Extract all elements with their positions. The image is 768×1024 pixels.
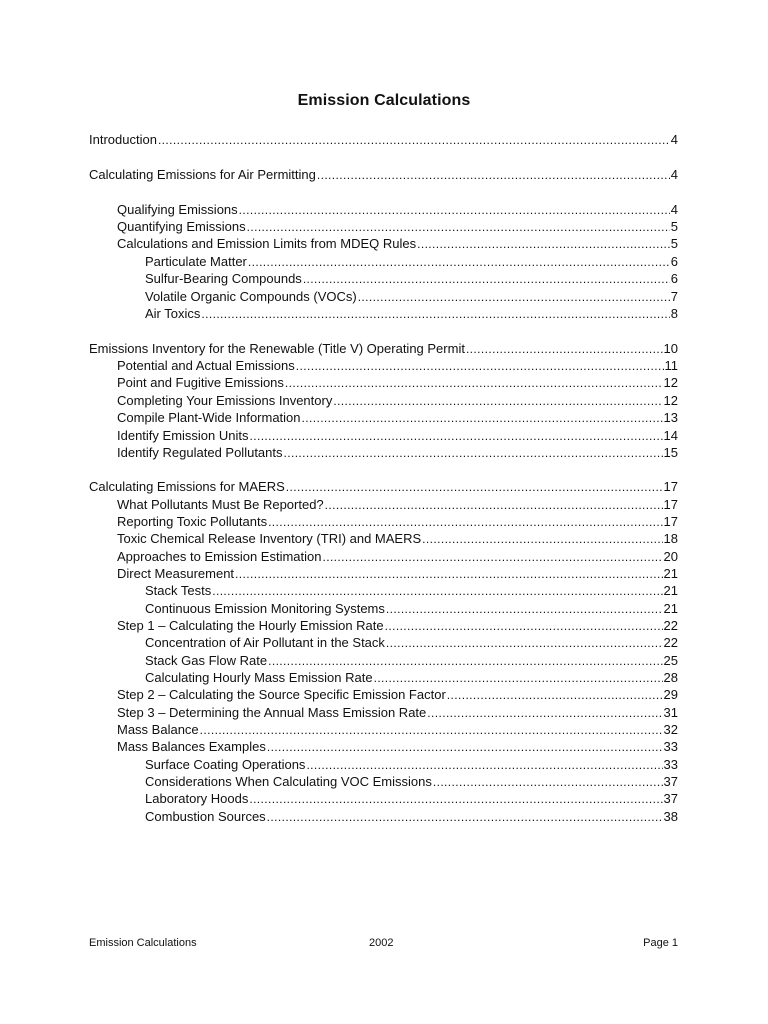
toc-entry-label: Reporting Toxic Pollutants xyxy=(117,514,268,529)
toc-entry xyxy=(117,565,678,582)
toc-entry-label: Particulate Matter xyxy=(145,254,247,269)
toc-dot-leader xyxy=(333,393,662,409)
toc-dot-leader xyxy=(158,132,670,148)
toc-entry xyxy=(145,773,678,790)
toc-entry-page-number: 21 xyxy=(663,583,678,598)
toc-dot-leader xyxy=(235,566,662,582)
toc-entry-page-number: 5 xyxy=(670,236,678,251)
toc-entry xyxy=(145,582,678,599)
toc-entry-page-number: 32 xyxy=(663,722,678,737)
toc-entry-label: Emissions Inventory for the Renewable (Title V) Operating Permit xyxy=(89,341,465,356)
toc-entry-page-number: 17 xyxy=(663,479,678,494)
toc-entry-label: Completing Your Emissions Inventory xyxy=(117,393,333,408)
toc-entry-label: Calculating Hourly Mass Emission Rate xyxy=(145,670,373,685)
toc-dot-leader xyxy=(250,428,663,444)
toc-entry-label: Toxic Chemical Release Inventory (TRI) and MAERS xyxy=(117,531,422,546)
toc-dot-leader xyxy=(247,219,670,235)
toc-entry xyxy=(145,652,678,669)
toc-entry-page-number: 18 xyxy=(663,531,678,546)
toc-entry-label: Qualifying Emissions xyxy=(117,202,238,217)
toc-entry-label: What Pollutants Must Be Reported? xyxy=(117,497,324,512)
toc-dot-leader xyxy=(306,757,662,773)
toc-dot-leader xyxy=(249,791,662,807)
toc-entry-label: Step 3 – Determining the Annual Mass Emission Rate xyxy=(117,705,427,720)
toc-entry xyxy=(117,513,678,530)
toc-entry xyxy=(117,704,678,721)
toc-entry-page-number: 12 xyxy=(663,393,678,408)
toc-entry-page-number: 4 xyxy=(670,202,678,217)
toc-dot-leader xyxy=(248,254,670,270)
toc-entry-page-number: 17 xyxy=(663,497,678,512)
footer-year: 2002 xyxy=(369,937,394,949)
toc-dot-leader xyxy=(302,410,663,426)
toc-entry xyxy=(145,270,678,287)
footer-page-number: Page 1 xyxy=(643,937,678,949)
toc-entry xyxy=(117,617,678,634)
toc-entry xyxy=(145,669,678,686)
toc-entry xyxy=(117,409,678,426)
toc-entry-page-number: 15 xyxy=(663,445,678,460)
toc-entry xyxy=(117,686,678,703)
toc-entry xyxy=(117,444,678,461)
toc-entry-page-number: 20 xyxy=(663,549,678,564)
toc-entry-page-number: 22 xyxy=(663,618,678,633)
toc-entry-page-number: 10 xyxy=(663,341,678,356)
toc-entry-page-number: 7 xyxy=(670,289,678,304)
toc-entry-page-number: 17 xyxy=(663,514,678,529)
toc-entry xyxy=(117,548,678,565)
toc-entry-page-number: 21 xyxy=(663,566,678,581)
toc-entry-label: Step 1 – Calculating the Hourly Emission Rate xyxy=(117,618,384,633)
toc-entry xyxy=(145,756,678,773)
toc-entry xyxy=(117,235,678,252)
toc-dot-leader xyxy=(358,289,670,305)
toc-entry-page-number: 13 xyxy=(663,410,678,425)
toc-dot-leader xyxy=(322,549,662,565)
toc-entry-label: Point and Fugitive Emissions xyxy=(117,375,284,390)
toc-entry-label: Volatile Organic Compounds (VOCs) xyxy=(145,289,357,304)
toc-entry xyxy=(145,808,678,825)
toc-entry xyxy=(117,374,678,391)
toc-entry xyxy=(145,600,678,617)
toc-entry-label: Approaches to Emission Estimation xyxy=(117,549,322,564)
toc-entry-page-number: 14 xyxy=(663,428,678,443)
toc-entry-page-number: 38 xyxy=(663,809,678,824)
toc-dot-leader xyxy=(268,653,662,669)
toc-dot-leader xyxy=(447,687,663,703)
toc-dot-leader xyxy=(284,445,663,461)
toc-entry xyxy=(117,738,678,755)
toc-dot-leader xyxy=(200,722,663,738)
toc-entry-label: Identify Emission Units xyxy=(117,428,249,443)
toc-entry-label: Concentration of Air Pollutant in the Stack xyxy=(145,635,385,650)
toc-entry-page-number: 4 xyxy=(670,132,678,147)
toc-dot-leader xyxy=(386,635,663,651)
toc-entry-label: Direct Measurement xyxy=(117,566,235,581)
toc-entry-page-number: 37 xyxy=(663,791,678,806)
toc-dot-leader xyxy=(385,618,663,634)
toc-entry-label: Combustion Sources xyxy=(145,809,266,824)
toc-entry xyxy=(117,721,678,738)
toc-entry-page-number: 25 xyxy=(663,653,678,668)
toc-entry-label: Mass Balance xyxy=(117,722,199,737)
toc-dot-leader xyxy=(422,531,662,547)
toc-dot-leader xyxy=(296,358,664,374)
toc-entry-page-number: 6 xyxy=(670,271,678,286)
toc-entry-page-number: 4 xyxy=(670,167,678,182)
toc-dot-leader xyxy=(286,479,663,495)
toc-entry-label: Calculations and Emission Limits from MDEQ Rules xyxy=(117,236,417,251)
toc-entry-label: Step 2 – Calculating the Source Specific Emission Factor xyxy=(117,687,446,702)
toc-dot-leader xyxy=(268,514,662,530)
toc-entry xyxy=(89,478,678,495)
toc-entry-page-number: 28 xyxy=(663,670,678,685)
page-title: Emission Calculations xyxy=(297,92,471,109)
toc-entry-label: Considerations When Calculating VOC Emissions xyxy=(145,774,432,789)
toc-dot-leader xyxy=(267,739,663,755)
toc-dot-leader xyxy=(427,705,662,721)
toc-entry xyxy=(89,131,678,148)
toc-entry xyxy=(117,530,678,547)
toc-entry-page-number: 22 xyxy=(663,635,678,650)
toc-entry xyxy=(89,166,678,183)
toc-entry xyxy=(117,392,678,409)
toc-entry-label: Mass Balances Examples xyxy=(117,739,266,754)
toc-dot-leader xyxy=(433,774,663,790)
toc-dot-leader xyxy=(466,341,663,357)
toc-entry-label: Surface Coating Operations xyxy=(145,757,306,772)
toc-entry-page-number: 33 xyxy=(663,739,678,754)
toc-dot-leader xyxy=(201,306,669,322)
toc-entry xyxy=(145,253,678,270)
toc-entry xyxy=(145,288,678,305)
toc-entry xyxy=(145,305,678,322)
toc-dot-leader xyxy=(374,670,663,686)
toc-dot-leader xyxy=(325,497,663,513)
toc-entry-label: Sulfur-Bearing Compounds xyxy=(145,271,302,286)
toc-entry xyxy=(117,427,678,444)
toc-entry-page-number: 12 xyxy=(663,375,678,390)
toc-entry xyxy=(117,218,678,235)
toc-entry-page-number: 37 xyxy=(663,774,678,789)
toc-entry xyxy=(117,496,678,513)
toc-entry-label: Quantifying Emissions xyxy=(117,219,246,234)
toc-entry xyxy=(145,634,678,651)
toc-dot-leader xyxy=(285,375,663,391)
toc-entry-page-number: 6 xyxy=(670,254,678,269)
toc-dot-leader xyxy=(239,202,670,218)
toc-entry-label: Potential and Actual Emissions xyxy=(117,358,295,373)
toc-dot-leader xyxy=(417,236,670,252)
toc-entry-label: Laboratory Hoods xyxy=(145,791,249,806)
toc-entry xyxy=(117,201,678,218)
toc-entry-label: Introduction xyxy=(89,132,157,147)
toc-dot-leader xyxy=(267,809,663,825)
toc-entry-label: Air Toxics xyxy=(145,306,201,321)
toc-entry-label: Identify Regulated Pollutants xyxy=(117,445,283,460)
page-footer xyxy=(89,935,678,951)
toc-entry-label: Compile Plant-Wide Information xyxy=(117,410,301,425)
toc-entry-label: Stack Tests xyxy=(145,583,212,598)
toc-dot-leader xyxy=(303,271,670,287)
toc-entry-page-number: 8 xyxy=(670,306,678,321)
toc-entry-label: Calculating Emissions for MAERS xyxy=(89,479,285,494)
toc-entry xyxy=(145,790,678,807)
toc-entry xyxy=(89,340,678,357)
toc-entry-page-number: 33 xyxy=(663,757,678,772)
toc-dot-leader xyxy=(317,167,670,183)
toc-entry-page-number: 29 xyxy=(663,687,678,702)
toc-entry-page-number: 11 xyxy=(664,358,678,373)
footer-document-name: Emission Calculations xyxy=(89,937,197,949)
toc-entry-page-number: 31 xyxy=(663,705,678,720)
toc-entry-label: Stack Gas Flow Rate xyxy=(145,653,268,668)
toc-dot-leader xyxy=(386,601,663,617)
toc-entry-label: Continuous Emission Monitoring Systems xyxy=(145,601,385,616)
toc-entry xyxy=(117,357,678,374)
toc-entry-page-number: 21 xyxy=(663,601,678,616)
toc-entry-label: Calculating Emissions for Air Permitting xyxy=(89,167,316,182)
toc-dot-leader xyxy=(212,583,662,599)
toc-entry-page-number: 5 xyxy=(670,219,678,234)
